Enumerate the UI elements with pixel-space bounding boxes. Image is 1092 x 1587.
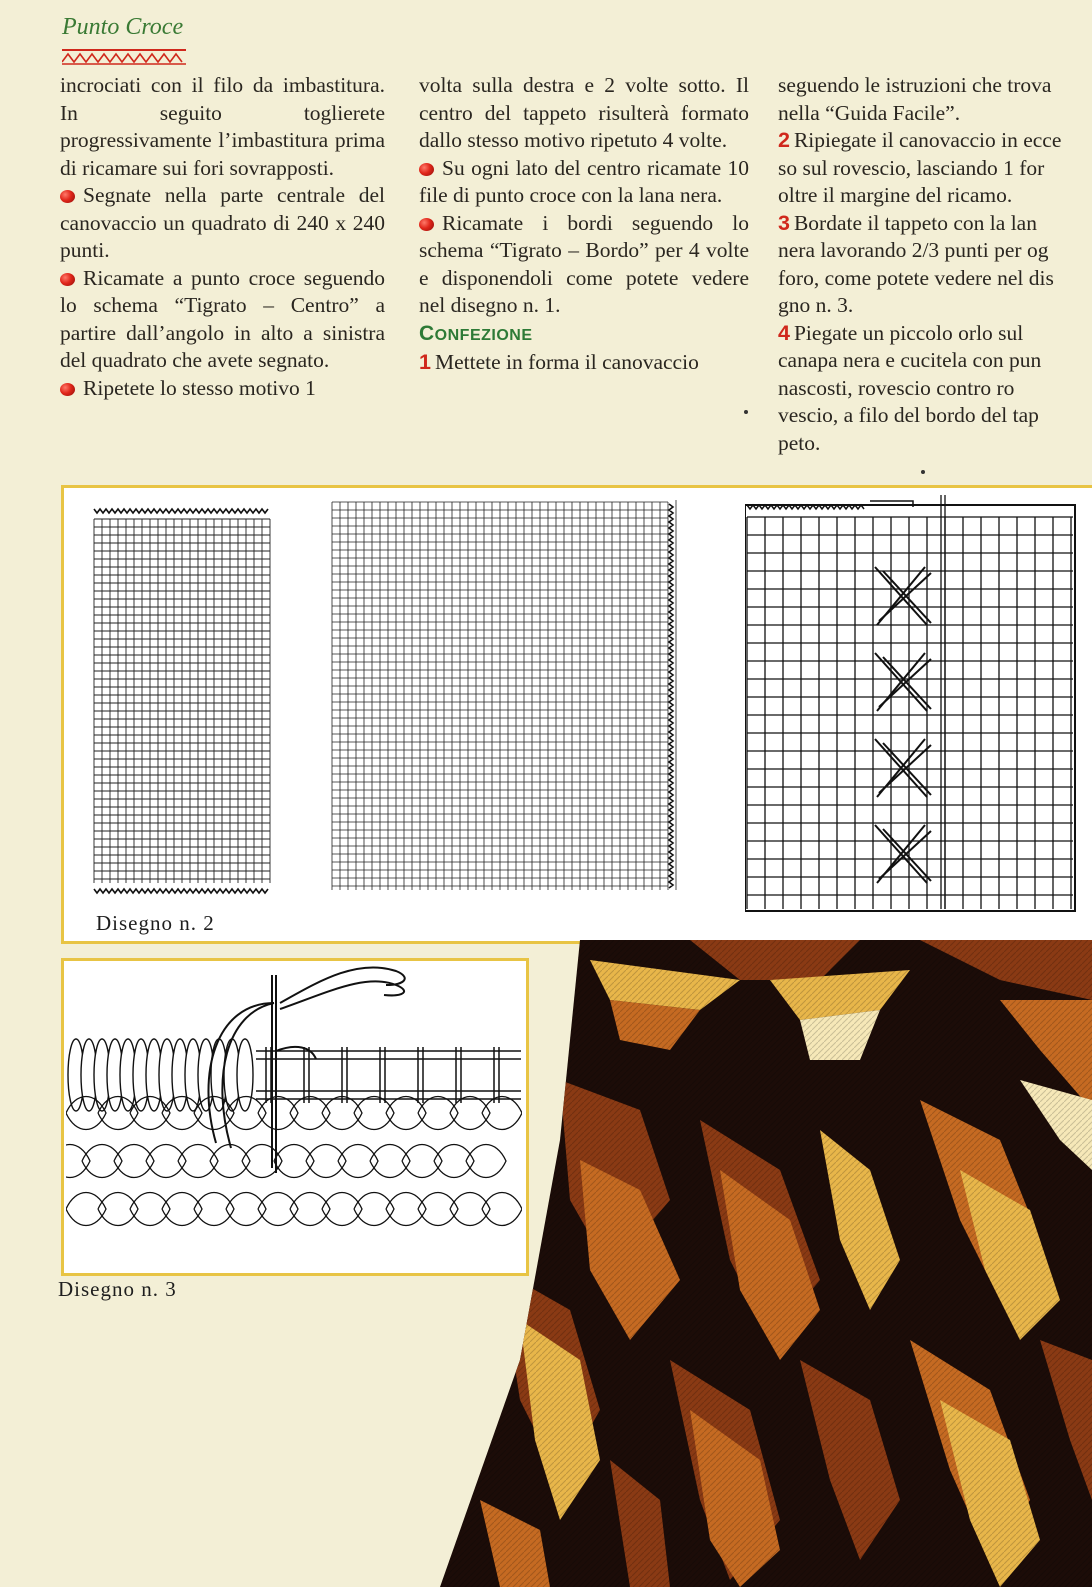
figure-3-caption: Disegno n. 3 [58, 1277, 177, 1301]
folded-canvas-cross-stitch-diagram [745, 495, 1077, 915]
bullet-item: Segnate nella parte centrale del canovaccio un quadrato di 240 x 240 punti. [60, 183, 385, 262]
bullet-item: Ripetete lo stesso motivo 1 [60, 375, 385, 403]
red-bullet-icon [419, 218, 434, 231]
canvas-grid-middle [330, 500, 688, 896]
bullet-item: Ricamate i bordi seguendo lo schema “Tigrato – Bordo” per 4 volte e disponendoli come potete vedere nel disegno n. 1. [419, 210, 749, 317]
figure-2-caption: Disegno n. 2 [96, 911, 215, 935]
red-bullet-icon [419, 163, 434, 176]
print-speck [744, 410, 748, 414]
cross-stitch-border-ornament [62, 48, 186, 66]
red-bullet-icon [60, 273, 75, 286]
paragraph: volta sulla destra e 2 volte sotto. Il centro del tappeto risulterà formato dallo stesso motivo ripetuto 4 volte. [419, 73, 749, 152]
text-column-2 [419, 72, 749, 377]
text-column-1 [60, 72, 385, 402]
section-heading-confezione: CONFEZIONE [419, 321, 533, 345]
tiger-pattern-rug-photo [440, 940, 1092, 1587]
text-column-3: seguendo le istruzioni che trova nella “Guida Facile”. 2 Ripiegate il canovaccio in ecce so sul rovescio, lasciando 1 for oltre il margine del ricamo. 3 Bordate il tappeto con la lan nera lavorando 2/3 punti per og foro, come potete vedere nel dis gno n. 3. 4 Piegate un piccolo orlo sul canapa nera e cucitela con pun nascosti, rovescio contro ro vescio, a filo del bordo del tap peto. [778, 73, 1062, 455]
canvas-grid-left [92, 505, 274, 897]
bullet-item: Ricamate a punto croce seguendo lo schema “Tigrato – Centro” a partire dall’angolo in alto a sinistra del quadrato che avete segnato. [60, 265, 385, 372]
red-bullet-icon [60, 383, 75, 396]
red-bullet-icon [60, 190, 75, 203]
bullet-item: Su ogni lato del centro ricamate 10 file di punto croce con la lana nera. [419, 155, 749, 207]
numbered-step: 1 Mettete in forma il canovaccio [419, 350, 699, 374]
paragraph: incrociati con il filo da imbastitura. In seguito toglierete progressivamente l’imbastitura prima di ricamare sui fori sovrapposti. [60, 73, 385, 180]
print-speck [921, 470, 925, 474]
page-header-title: Punto Croce [62, 14, 184, 40]
